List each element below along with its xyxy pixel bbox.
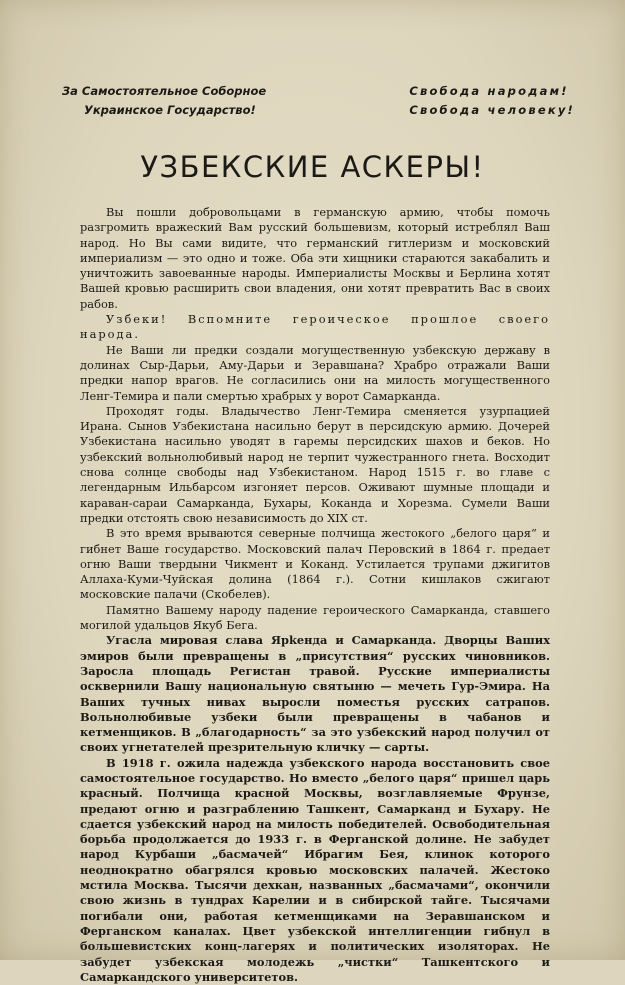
header-slogans bbox=[62, 82, 575, 122]
paragraph-years-pass: Проходят годы. Владычество Ленг-Темира сменяется узурпацией Ирана. Сынов Узбекистана насильно берут в персидскую армию. Дочерей Узбекистана насильно уводят в гаремы персидских шахов и беков. Но узбекский вольнолюбивый народ не терпит чужестранного гнета. Восходит снова солнце свободы над Узбекистаном. Народ 1515 г. во главе с легендарным Ильбарсом изгоняет персов. Оживают шумные площади и караван-сараи Самарканда, Бухары, Коканда и Хорезма. Сумели Ваши предки отстоять свою независимость до XIX ст. bbox=[80, 403, 550, 525]
slogan-right-line-2: Свобода человеку! bbox=[409, 103, 575, 117]
leaflet-title: УЗБЕКСКИЕ АСКЕРЫ! bbox=[140, 150, 485, 184]
paragraph-white-tsar: В это время врываются северные полчища жестокого „белого царя“ и гибнет Ваше государство. Московский палач Перовский в 1864 г. предает огню Ваши твердыни Чикмент и Коканд. Устилается трупами джигитов Аллаха-Куми-Чуйская долина (1864 г.). Сотни кишлаков сжигают московские палачи (Скобелев). bbox=[80, 526, 550, 602]
slogan-left-line-2: Украинское Государство! bbox=[84, 103, 256, 117]
slogan-right-line-1: Свобода народам! bbox=[409, 84, 569, 98]
paragraph-appeal: Узбеки! Вспомните героическое прошлое своего народа. bbox=[80, 312, 550, 342]
paragraph-1918: В 1918 г. ожила надежда узбекского народа восстановить свое самостоятельное государство. Но вместо „белого царя“ пришел царь красный. Полчища красной Москвы, возглавляемые Фрунзе, предают огню и разграблению Ташкент, Самарканд и Бухару. Не сдается узбекский народ на милость победителей. Освободительная борьба продолжается до 1933 г. в Ферганской долине. Не забудет народ Курбаши „басмачей“ Ибрагим Бея, клинок которого неоднократно обагрялся кровью московских палачей. Жестоко мстила Москва. Тысячи дехкан, названных „басмачами“, окончили свою жизнь в тундрах Карелии и в сибирской тайге. Тысячами погибали они, работая кетменщиками на Зеравшанском и Ферганском каналах. Цвет узбекской интеллигенции гибнул в большевистских конц-лагерях и политических изоляторах. Не забудет узбекская молодежь „чистки“ Ташкентского и Самаркандского университетов. bbox=[80, 755, 550, 984]
paragraph-samarkand-fall: Памятно Вашему народу падение героического Самарканда, ставшего могилой удальцов Якуб Бега. bbox=[80, 602, 550, 633]
leaflet-body bbox=[80, 205, 550, 985]
paragraph-intro: Вы пошли добровольцами в германскую армию, чтобы помочь разгромить вражеский Вам русский большевизм, который истреблял Ваш народ. Но Вы сами видите, что германский гитлеризм и московский империализм — это одно и тоже. Оба эти хищники стараются закабалить и уничтожить завоеванные народы. Империалисты Москвы и Берлина хотят Вашей кровью расширить свои владения, они хотят превратить Вас в своих рабов. bbox=[80, 205, 550, 311]
slogan-freedom bbox=[409, 82, 575, 120]
slogan-ukrainian-state bbox=[62, 82, 266, 120]
slogan-left-line-1: За Самостоятельное Соборное bbox=[62, 84, 267, 98]
paragraph-ancestors: Не Ваши ли предки создали могущественную узбекскую державу в долинах Сыр-Дарьи, Аму-Дарьи и Зеравшана? Храбро отражали Ваши предки напор врагов. Не согласились они на милость могущественного Ленг-Темира и пали смертью храбрых у ворот Самарканда. bbox=[80, 342, 550, 403]
paragraph-glory-faded: Угасла мировая слава Ярkенда и Самарканда. Дворцы Ваших эмиров были превращены в „присутствия“ русских чиновников. Заросла площадь Регистан травой. Русские империалисты осквернили Вашу национальную святыню — мечеть Гур-Эмира. На Ваших тучных нивах выросли поместья русских сатрапов. Вольнолюбивые узбеки были превращены в чабанов и кетменщиков. В „благодарность“ за это узбекский народ получил от своих угнетателей презрительную кличку — сарты. bbox=[80, 633, 550, 755]
